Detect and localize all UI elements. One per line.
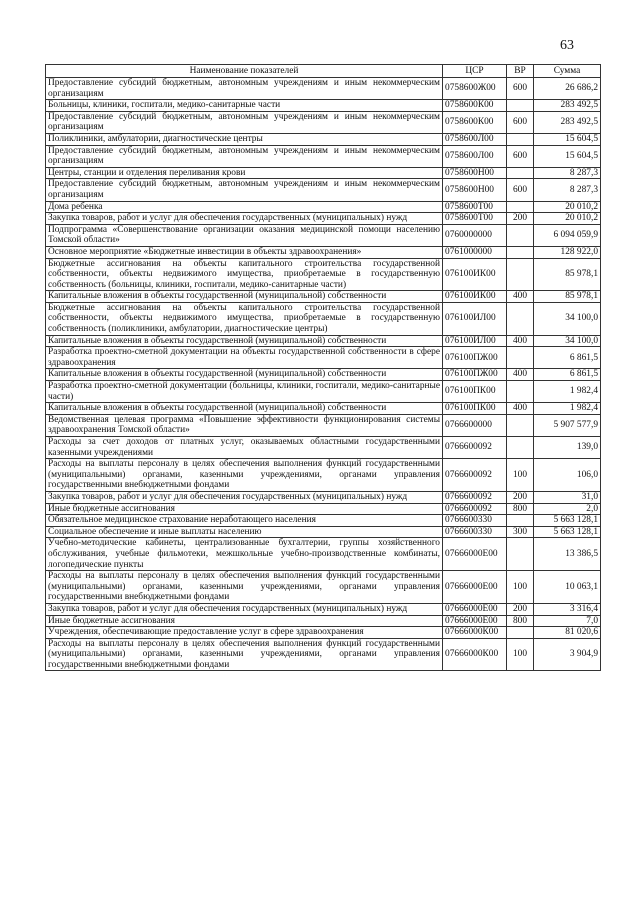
table-row: [46, 224, 601, 246]
row-name-cell: Закупка товаров, работ и услуг для обеспечения государственных (муниципальных) нужд: [46, 603, 443, 615]
table-row: [46, 302, 601, 335]
row-sum-cell: 2,0: [534, 503, 601, 515]
header-sum: Сумма: [534, 65, 601, 78]
row-sum-cell: 34 100,0: [534, 302, 601, 335]
row-name-cell: Поликлиники, амбулатории, диагностические центры: [46, 133, 443, 145]
row-vr-cell: 300: [507, 526, 534, 538]
header-vr: ВР: [507, 65, 534, 78]
row-name-cell: Капитальные вложения в объекты государственной (муниципальной) собственности: [46, 335, 443, 347]
row-vr-cell: [507, 201, 534, 213]
table-row: [46, 258, 601, 291]
row-code-cell: 076100ПК00: [443, 403, 507, 415]
row-code-cell: 076100ИК00: [443, 258, 507, 291]
row-sum-cell: 5 907 577,9: [534, 414, 601, 436]
row-vr-cell: [507, 133, 534, 145]
row-vr-cell: 600: [507, 179, 534, 201]
table-row: [46, 437, 601, 459]
row-vr-cell: [507, 224, 534, 246]
table-row: [46, 627, 601, 639]
row-code-cell: 0758600Л00: [443, 145, 507, 167]
row-sum-cell: 128 922,0: [534, 246, 601, 258]
row-sum-cell: 283 492,5: [534, 111, 601, 133]
row-name-cell: Больницы, клиники, госпитали, медико-санитарные части: [46, 100, 443, 112]
row-vr-cell: 200: [507, 603, 534, 615]
row-vr-cell: 800: [507, 503, 534, 515]
table-row: [46, 414, 601, 436]
row-name-cell: Бюджетные ассигнования на объекты капитального строительства государственной собственности, объекты недвижимого имущества, приобретаемые в государственную собственность (поликлиники, амбулатории, диагностические центры): [46, 302, 443, 335]
row-name-cell: Дома ребенка: [46, 201, 443, 213]
row-vr-cell: [507, 258, 534, 291]
budget-table: [45, 64, 601, 671]
row-sum-cell: 26 686,2: [534, 78, 601, 100]
row-sum-cell: 1 982,4: [534, 381, 601, 403]
row-name-cell: Разработка проектно-сметной документации на объекты государственной собственности в сфере здравоохранения: [46, 347, 443, 369]
row-vr-cell: 600: [507, 111, 534, 133]
table-row: [46, 133, 601, 145]
row-vr-cell: [507, 100, 534, 112]
table-row: [46, 201, 601, 213]
table-row: [46, 246, 601, 258]
row-sum-cell: 81 020,6: [534, 627, 601, 639]
row-name-cell: Закупка товаров, работ и услуг для обеспечения государственных (муниципальных) нужд: [46, 213, 443, 225]
row-code-cell: 0758600Т00: [443, 201, 507, 213]
row-sum-cell: 15 604,5: [534, 133, 601, 145]
row-name-cell: Расходы за счет доходов от платных услуг, оказываемых областными государственными казенными учреждениями: [46, 437, 443, 459]
row-vr-cell: 100: [507, 571, 534, 604]
row-vr-cell: 100: [507, 459, 534, 492]
row-code-cell: 07666000К00: [443, 627, 507, 639]
row-name-cell: Расходы на выплаты персоналу в целях обеспечения выполнения функций государственными (муниципальными) органами, казенными учреждениями, органами управления государственными внебюджетными фондами: [46, 459, 443, 492]
row-sum-cell: 7,0: [534, 615, 601, 627]
row-sum-cell: 13 386,5: [534, 538, 601, 571]
row-vr-cell: 400: [507, 335, 534, 347]
table-row: [46, 491, 601, 503]
row-vr-cell: [507, 302, 534, 335]
row-sum-cell: 3 904,9: [534, 638, 601, 671]
row-sum-cell: 139,0: [534, 437, 601, 459]
row-name-cell: Обязательное медицинское страхование неработающего населения: [46, 515, 443, 527]
table-row: [46, 503, 601, 515]
row-code-cell: 076100ПЖ00: [443, 369, 507, 381]
row-code-cell: 0766600000: [443, 414, 507, 436]
row-sum-cell: 6 861,5: [534, 369, 601, 381]
table-row: [46, 100, 601, 112]
table-row: [46, 78, 601, 100]
row-sum-cell: 8 287,3: [534, 179, 601, 201]
row-code-cell: 076100ИЛ00: [443, 335, 507, 347]
row-sum-cell: 31,0: [534, 491, 601, 503]
row-name-cell: Бюджетные ассигнования на объекты капитального строительства государственной собственности, объекты недвижимого имущества, приобретаемые в государственную собственность (больницы, клиники, госпитали, медико-санитарные части): [46, 258, 443, 291]
row-code-cell: 0758600Т00: [443, 213, 507, 225]
row-vr-cell: 100: [507, 638, 534, 671]
table-row: [46, 538, 601, 571]
row-code-cell: 0761000000: [443, 246, 507, 258]
row-sum-cell: 34 100,0: [534, 335, 601, 347]
row-sum-cell: 3 316,4: [534, 603, 601, 615]
row-name-cell: Капитальные вложения в объекты государственной (муниципальной) собственности: [46, 369, 443, 381]
row-code-cell: 076100ИЛ00: [443, 302, 507, 335]
row-name-cell: Предоставление субсидий бюджетным, автономным учреждениям и иным некоммерческим организациям: [46, 179, 443, 201]
row-name-cell: Предоставление субсидий бюджетным, автономным учреждениям и иным некоммерческим организациям: [46, 78, 443, 100]
row-name-cell: Предоставление субсидий бюджетным, автономным учреждениям и иным некоммерческим организациям: [46, 145, 443, 167]
row-sum-cell: 85 978,1: [534, 291, 601, 303]
row-vr-cell: [507, 437, 534, 459]
row-sum-cell: 5 663 128,1: [534, 526, 601, 538]
row-vr-cell: [507, 627, 534, 639]
row-name-cell: Иные бюджетные ассигнования: [46, 615, 443, 627]
row-name-cell: Социальное обеспечение и иные выплаты населению: [46, 526, 443, 538]
row-code-cell: 07666000Е00: [443, 538, 507, 571]
row-code-cell: 0758600Л00: [443, 133, 507, 145]
row-code-cell: 07666000Е00: [443, 571, 507, 604]
row-name-cell: Центры, станции и отделения переливания крови: [46, 167, 443, 179]
row-vr-cell: [507, 381, 534, 403]
row-code-cell: 0766600092: [443, 437, 507, 459]
row-name-cell: Предоставление субсидий бюджетным, автономным учреждениям и иным некоммерческим организациям: [46, 111, 443, 133]
row-code-cell: 0766600092: [443, 459, 507, 492]
row-vr-cell: 600: [507, 145, 534, 167]
row-code-cell: 0758600К00: [443, 111, 507, 133]
table-row: [46, 369, 601, 381]
header-code: ЦСР: [443, 65, 507, 78]
table-row: [46, 459, 601, 492]
table-row: [46, 167, 601, 179]
row-name-cell: Расходы на выплаты персоналу в целях обеспечения выполнения функций государственными (муниципальными) органами, казенными учреждениями, органами управления государственными внебюджетными фондами: [46, 571, 443, 604]
table-row: [46, 381, 601, 403]
row-vr-cell: 200: [507, 491, 534, 503]
table-row: [46, 403, 601, 415]
row-code-cell: 0758600Ж00: [443, 78, 507, 100]
table-row: [46, 111, 601, 133]
row-name-cell: Капитальные вложения в объекты государственной (муниципальной) собственности: [46, 291, 443, 303]
row-sum-cell: 15 604,5: [534, 145, 601, 167]
table-row: [46, 615, 601, 627]
table-row: [46, 603, 601, 615]
row-code-cell: 0758600К00: [443, 100, 507, 112]
table-row: [46, 638, 601, 671]
row-code-cell: 0766600330: [443, 526, 507, 538]
table-row: [46, 145, 601, 167]
row-code-cell: 076100ПЖ00: [443, 347, 507, 369]
table-row: [46, 179, 601, 201]
table-row: [46, 335, 601, 347]
row-code-cell: 0758600Н00: [443, 179, 507, 201]
table-row: [46, 526, 601, 538]
table-row: [46, 571, 601, 604]
row-sum-cell: 1 982,4: [534, 403, 601, 415]
row-vr-cell: [507, 414, 534, 436]
row-sum-cell: 6 861,5: [534, 347, 601, 369]
row-name-cell: Учреждения, обеспечивающие предоставление услуг в сфере здравоохранения: [46, 627, 443, 639]
row-name-cell: Основное мероприятие «Бюджетные инвестиции в объекты здравоохранения»: [46, 246, 443, 258]
row-code-cell: 0758600Н00: [443, 167, 507, 179]
table-row: [46, 291, 601, 303]
page-number: 63: [560, 38, 574, 53]
row-code-cell: 0766600330: [443, 515, 507, 527]
table-row: [46, 515, 601, 527]
row-name-cell: Закупка товаров, работ и услуг для обеспечения государственных (муниципальных) нужд: [46, 491, 443, 503]
row-vr-cell: 400: [507, 369, 534, 381]
row-code-cell: 07666000Е00: [443, 603, 507, 615]
row-name-cell: Капитальные вложения в объекты государственной (муниципальной) собственности: [46, 403, 443, 415]
row-sum-cell: 5 663 128,1: [534, 515, 601, 527]
row-name-cell: Иные бюджетные ассигнования: [46, 503, 443, 515]
row-code-cell: 076100ИК00: [443, 291, 507, 303]
row-name-cell: Учебно-методические кабинеты, централизованные бухгалтерии, группы хозяйственного обслуживания, учебные фильмотеки, межшкольные учебно-производственные комбинаты, логопедические пункты: [46, 538, 443, 571]
row-name-cell: Расходы на выплаты персоналу в целях обеспечения выполнения функций государственными (муниципальными) органами, казенными учреждениями, органами управления государственными внебюджетными фондами: [46, 638, 443, 671]
row-name-cell: Разработка проектно-сметной документации (больницы, клиники, госпитали, медико-санитарные части): [46, 381, 443, 403]
row-name-cell: Ведомственная целевая программа «Повышение эффективности функционирования системы здравоохранения Томской области»: [46, 414, 443, 436]
row-code-cell: 07666000К00: [443, 638, 507, 671]
row-vr-cell: 800: [507, 615, 534, 627]
header-name: Наименование показателей: [46, 65, 443, 78]
row-vr-cell: 400: [507, 403, 534, 415]
row-sum-cell: 6 094 059,9: [534, 224, 601, 246]
row-code-cell: 076100ПК00: [443, 381, 507, 403]
row-sum-cell: 20 010,2: [534, 213, 601, 225]
row-vr-cell: [507, 538, 534, 571]
row-vr-cell: [507, 167, 534, 179]
row-sum-cell: 106,0: [534, 459, 601, 492]
row-vr-cell: 200: [507, 213, 534, 225]
row-sum-cell: 20 010,2: [534, 201, 601, 213]
row-code-cell: 0760000000: [443, 224, 507, 246]
row-sum-cell: 10 063,1: [534, 571, 601, 604]
row-code-cell: 0766600092: [443, 503, 507, 515]
row-vr-cell: 400: [507, 291, 534, 303]
row-vr-cell: 600: [507, 78, 534, 100]
row-sum-cell: 85 978,1: [534, 258, 601, 291]
row-code-cell: 07666000Е00: [443, 615, 507, 627]
row-vr-cell: [507, 347, 534, 369]
row-sum-cell: 8 287,3: [534, 167, 601, 179]
table-header-row: [46, 65, 601, 78]
row-vr-cell: [507, 246, 534, 258]
row-vr-cell: [507, 515, 534, 527]
row-name-cell: Подпрограмма «Совершенствование организации оказания медицинской помощи населению Томской области»: [46, 224, 443, 246]
table-row: [46, 213, 601, 225]
table-row: [46, 347, 601, 369]
row-code-cell: 0766600092: [443, 491, 507, 503]
row-sum-cell: 283 492,5: [534, 100, 601, 112]
